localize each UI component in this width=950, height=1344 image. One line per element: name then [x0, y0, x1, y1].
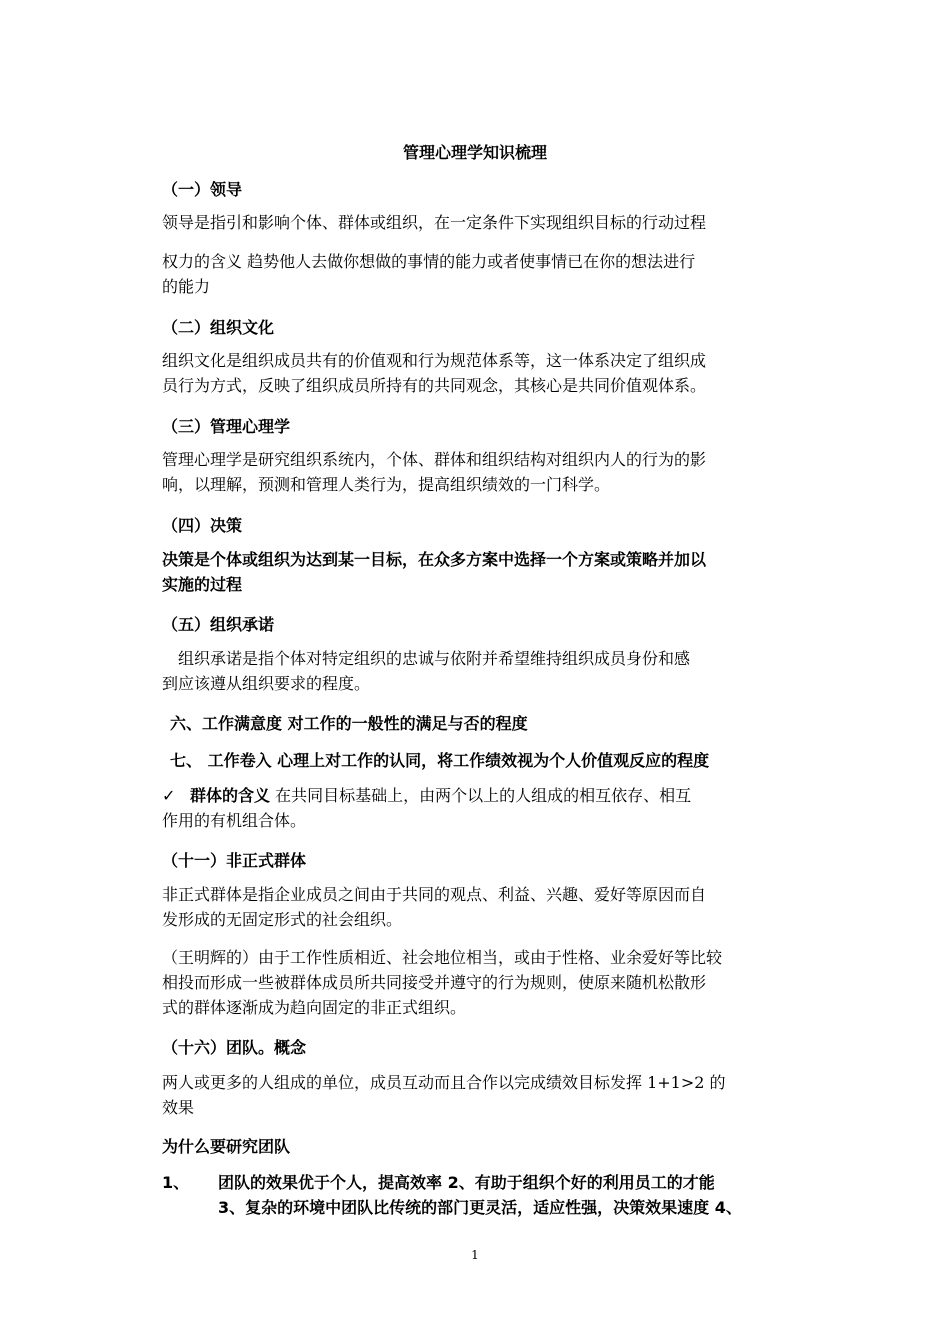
heading-informal-group: （十一）非正式群体: [162, 851, 307, 870]
paragraph-org-culture: [162, 348, 810, 398]
text-line: 相投而形成一些被群体成员所共同接受并遵守的行为规则，使原来随机松散形: [162, 973, 707, 992]
heading-job-satisfaction: 六、工作满意度 对工作的一般性的满足与否的程度: [170, 714, 528, 733]
text-line: 式的群体逐渐成为趋向固定的非正式组织。: [162, 998, 467, 1017]
text-line: [162, 783, 810, 808]
text-line: 团队的效果优于个人，提高效率 2、有助于组织个好的利用员工的才能: [218, 1173, 715, 1192]
text-line: 实施的过程: [162, 575, 243, 594]
page-number: 1: [471, 1248, 479, 1262]
text-line: 领导是指引和影响个体、群体或组织，在一定条件下实现组织目标的行动过程: [162, 213, 707, 232]
text-line: 3、复杂的环境中团队比传统的部门更灵活，适应性强，决策效果速度 4、: [218, 1198, 742, 1217]
paragraph-mgmt-psych: [162, 447, 810, 497]
heading-decision: （四）决策: [162, 516, 243, 535]
paragraph-commitment: [162, 646, 810, 696]
text-line: 组织承诺是指个体对特定组织的忠诚与依附并希望维持组织成员身份和感: [162, 649, 691, 668]
list-number: 1、: [162, 1173, 190, 1192]
text-line: 到应该遵从组织要求的程度。: [162, 674, 371, 693]
checkmark-icon: ✓: [162, 786, 176, 805]
paragraph-informal-group: [162, 882, 810, 932]
paragraph-power: [162, 249, 810, 299]
text-line: 两人或更多的人组成的单位，成员互动而且合作以完成绩效目标发挥 1+1>2 的: [162, 1073, 726, 1092]
text-line: 员行为方式，反映了组织成员所持有的共同观念，其核心是共同价值观体系。: [162, 376, 707, 395]
heading-leadership: （一）领导: [162, 180, 243, 199]
group-definition: 在共同目标基础上，由两个以上的人组成的相互依存、相互: [270, 786, 692, 805]
text-line: 响，以理解，预测和管理人类行为，提高组织绩效的一门科学。: [162, 475, 611, 494]
heading-team: （十六）团队。概念: [162, 1038, 307, 1057]
text-line: 管理心理学是研究组织系统内，个体、群体和组织结构对组织内人的行为的影: [162, 450, 707, 469]
heading-job-involvement: 七、 工作卷入 心理上对工作的认同，将工作绩效视为个人价值观反应的程度: [170, 751, 710, 770]
text-line: 非正式群体是指企业成员之间由于共同的观点、利益、兴趣、爱好等原因而自: [162, 885, 707, 904]
paragraph-team: [162, 1070, 810, 1120]
heading-why-team: 为什么要研究团队: [162, 1137, 291, 1156]
paragraph-leadership: [162, 210, 810, 235]
paragraph-group: [162, 783, 810, 833]
text-line: 决策是个体或组织为达到某一目标，在众多方案中选择一个方案或策略并加以: [162, 550, 707, 569]
heading-commitment: （五）组织承诺: [162, 615, 275, 634]
heading-org-culture: （二）组织文化: [162, 318, 275, 337]
text-line: 效果: [162, 1098, 195, 1117]
text-line: 权力的含义 趋势他人去做你想做的事情的能力或者使事情已在你的想法进行: [162, 252, 696, 271]
text-line: （王明辉的）由于工作性质相近、社会地位相当，或由于性格、业余爱好等比较: [162, 948, 723, 967]
paragraph-decision: [162, 547, 810, 597]
document-title: 管理心理学知识梳理: [402, 143, 547, 162]
text-line: 的能力: [162, 277, 211, 296]
text-line: 组织文化是组织成员共有的价值观和行为规范体系等，这一体系决定了组织成: [162, 351, 707, 370]
heading-mgmt-psych: （三）管理心理学: [162, 417, 291, 436]
text-line: 发形成的无固定形式的社会组织。: [162, 910, 403, 929]
text-line: 作用的有机组合体。: [162, 811, 307, 830]
group-label: 群体的含义: [190, 786, 271, 805]
paragraph-informal-group-2: [162, 945, 810, 1020]
list-item-why-team: [218, 1170, 818, 1220]
